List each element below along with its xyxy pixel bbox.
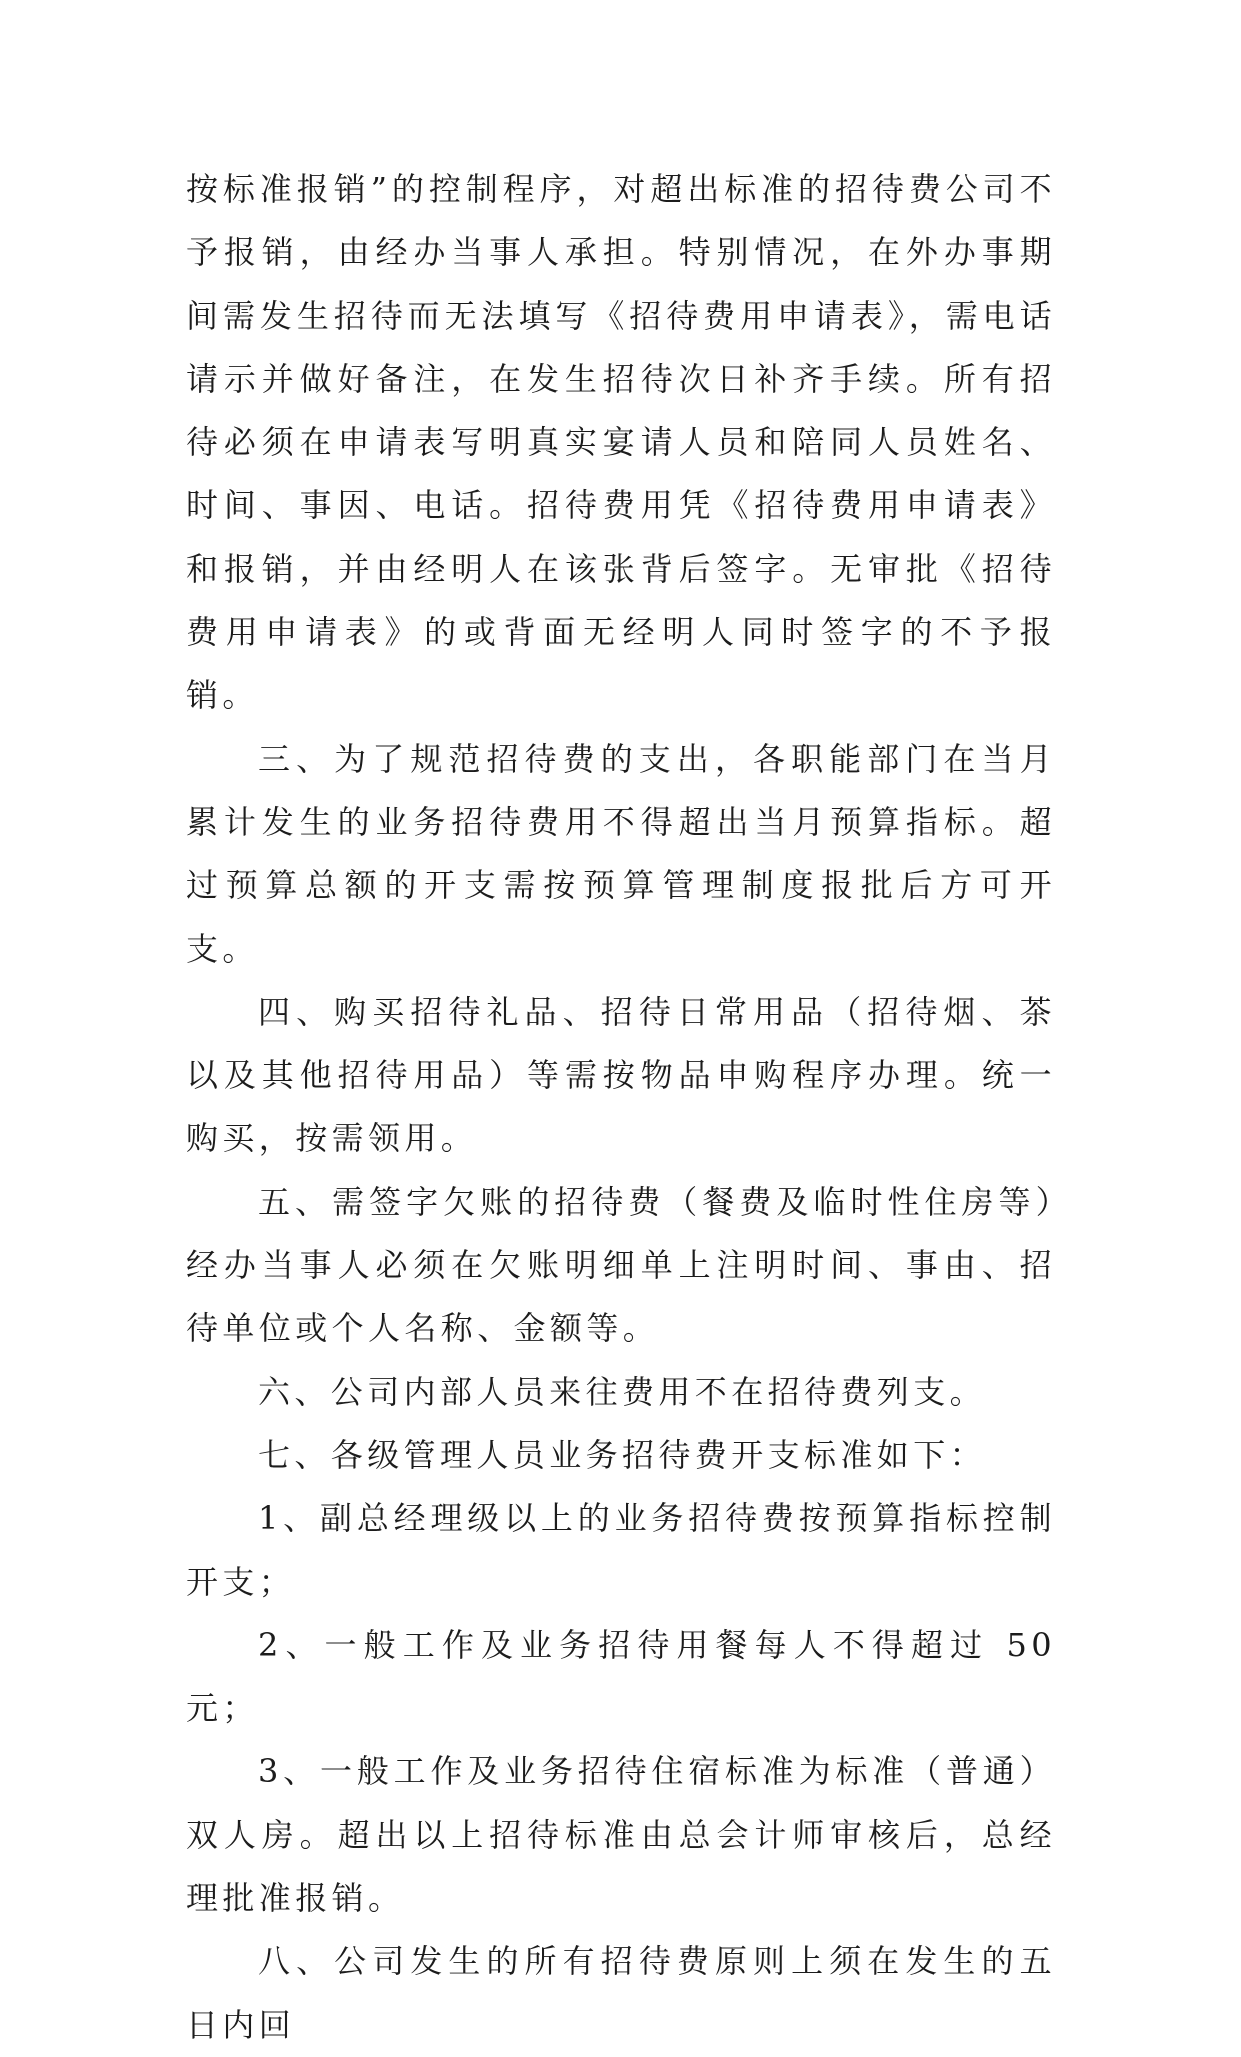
paragraph-item-7: 七、各级管理人员业务招待费开支标准如下： [258,1435,987,1474]
paragraph-item-5: 五、需签字欠账的招待费（餐费及临时性住房等）经办当事人必须在欠账明细单上注明时间、事由、招待单位或个人名称、金额等。 [186,1182,1056,1348]
paragraph-sub-3: 3、一般工作及业务招待住宿标准为标准（普通）双人房。超出以上招待标准由总会计师审核后，总经理批准报销。 [186,1752,1056,1918]
body-text [186,158,1056,2057]
paragraph-item-3: 三、为了规范招待费的支出，各职能部门在当月累计发生的业务招待费用不得超出当月预算指标。超过预算总额的开支需按预算管理制度报批后方可开支。 [186,739,1056,968]
paragraph-item-4: 四、购买招待礼品、招待日常用品（招待烟、茶以及其他招待用品）等需按物品申购程序办理。统一购买，按需领用。 [186,992,1056,1158]
paragraph-item-6: 六、公司内部人员来往费用不在招待费列支。 [258,1372,987,1411]
paragraph-continued: 按标准报销”的控制程序，对超出标准的招待费公司不予报销，由经办当事人承担。特别情况，在外办事期间需发生招待而无法填写《招待费用申请表》，需电话请示并做好备注，在发生招待次日补齐手续。所有招待必须在申请表写明真实宴请人员和陪同人员姓名、时间、事因、电话。招待费用凭《招待费用申请表》和报销，并由经明人在该张背后签字。无审批《招待费用申请表》的或背面无经明人同时签字的不予报销。 [186,170,1056,715]
paragraph-sub-1: 1、副总经理级以上的业务招待费按预算指标控制开支； [186,1499,1056,1601]
paragraph-sub-2: 2、一般工作及业务招待用餐每人不得超过 50 元； [186,1625,1056,1728]
paragraph-item-8: 八、公司发生的所有招待费原则上须在发生的五日内回 [186,1942,1056,2044]
